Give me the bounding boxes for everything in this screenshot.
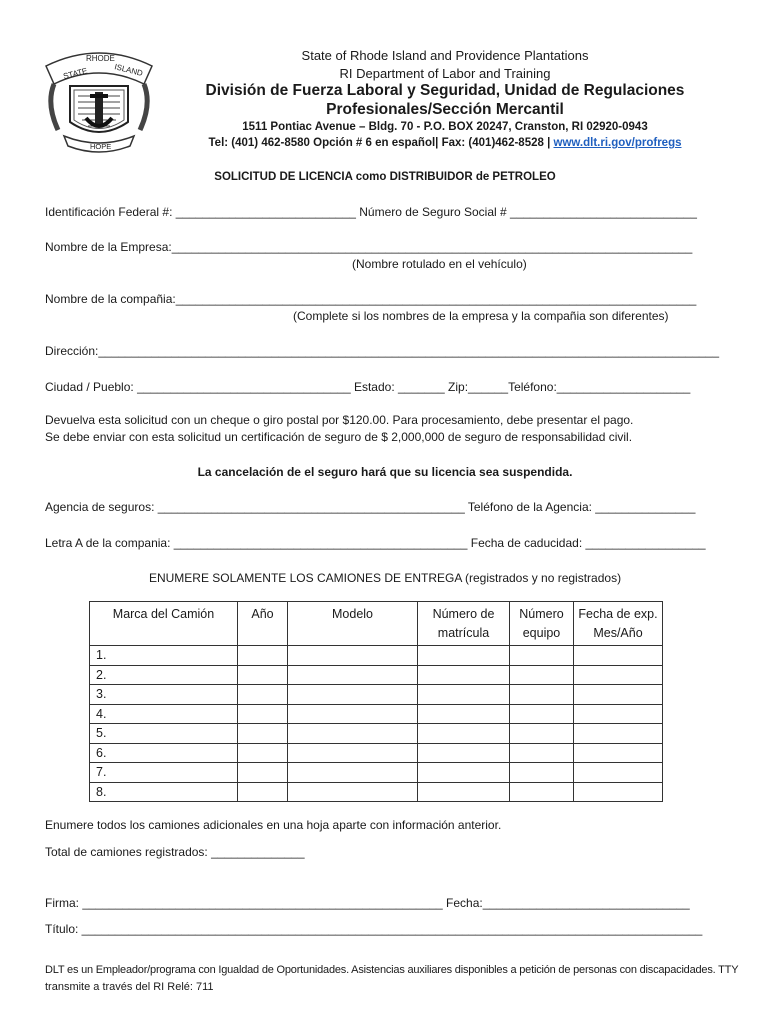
table-row — [90, 665, 663, 685]
city-state-zip-phone-field[interactable]: Ciudad / Pueblo: ________________________________ Estado: _______ Zip:______Teléfono:____________________ — [45, 380, 691, 394]
title-field[interactable]: Título: _____________________________________________________________________________________________ — [45, 922, 703, 936]
table-cell[interactable] — [238, 646, 288, 666]
table-cell[interactable] — [238, 724, 288, 744]
seal-text-island: ISLAND — [113, 62, 144, 78]
col-header-equipment: Número equipo — [510, 602, 574, 646]
table-cell[interactable] — [238, 743, 288, 763]
header-phone-fax: Tel: (401) 462-8580 Opción # 6 en español| Fax: (401)462-8528 | — [208, 137, 554, 149]
table-row — [90, 724, 663, 744]
letter-a-field[interactable]: Letra A de la compania: ____________________________________________ Fecha de caducidad: __________________ — [45, 536, 706, 550]
table-cell[interactable] — [574, 724, 663, 744]
table-cell[interactable] — [574, 704, 663, 724]
table-cell[interactable] — [288, 665, 418, 685]
header-contact — [150, 137, 740, 149]
header-address: 1511 Pontiac Avenue – Bldg. 70 - P.O. BOX 20247, Cranston, RI 02920-0943 — [242, 121, 648, 133]
payment-instructions: Devuelva esta solicitud con un cheque o giro postal por $120.00. Para procesamiento, debe presentar el pago. — [45, 413, 634, 427]
signature-date-field[interactable]: Firma: ______________________________________________________ Fecha:_______________________________ — [45, 896, 690, 910]
seal-text-hope: HOPE — [90, 142, 112, 151]
insurance-agency-field[interactable]: Agencia de seguros: ______________________________________________ Teléfono de la Agencia: _______________ — [45, 500, 696, 514]
table-row — [90, 704, 663, 724]
table-row — [90, 743, 663, 763]
table-cell[interactable] — [288, 646, 418, 666]
table-cell[interactable] — [510, 743, 574, 763]
additional-trucks-note: Enumere todos los camiones adicionales en una hoja aparte con información anterior. — [45, 818, 502, 832]
table-row — [90, 685, 663, 705]
table-cell[interactable] — [288, 782, 418, 802]
row-number: 7. — [90, 763, 238, 783]
row-number: 5. — [90, 724, 238, 744]
col-header-year: Año — [238, 602, 288, 646]
col-header-model: Modelo — [288, 602, 418, 646]
website-link[interactable]: www.dlt.ri.gov/profregs — [553, 137, 682, 149]
table-row — [90, 782, 663, 802]
table-cell[interactable] — [288, 724, 418, 744]
table-cell[interactable] — [574, 782, 663, 802]
company-name-note: (Nombre rotulado en el vehículo) — [352, 257, 527, 271]
col-header-expiration: Fecha de exp. Mes/Año — [574, 602, 663, 646]
table-cell[interactable] — [418, 724, 510, 744]
header-division-line2: Profesionales/Sección Mercantil — [326, 101, 564, 118]
table-cell[interactable] — [510, 685, 574, 705]
footer-notice — [45, 962, 739, 996]
row-number: 4. — [90, 704, 238, 724]
header-division-line1: División de Fuerza Laboral y Seguridad, Unidad de Regulaciones — [205, 82, 685, 99]
table-cell[interactable] — [238, 704, 288, 724]
address-field[interactable]: Dirección:_____________________________________________________________________________________________ — [45, 344, 720, 358]
corp-name-note: (Complete si los nombres de la empresa y la compañia son diferentes) — [293, 309, 669, 323]
table-cell[interactable] — [238, 685, 288, 705]
row-number: 6. — [90, 743, 238, 763]
seal-text-rhode: RHODE — [86, 54, 115, 63]
row-number: 2. — [90, 665, 238, 685]
footer-line-1: DLT es un Empleador/programa con Igualdad de Oportunidades. Asistencias auxiliares disponibles a petición de personas con discapacidades. TTY — [45, 964, 739, 976]
table-cell[interactable] — [418, 743, 510, 763]
table-cell[interactable] — [288, 685, 418, 705]
table-header-row — [90, 602, 663, 646]
truck-table — [89, 601, 663, 802]
table-cell[interactable] — [418, 782, 510, 802]
header-department: RI Department of Labor and Training — [339, 66, 551, 81]
table-cell[interactable] — [418, 646, 510, 666]
form-title: SOLICITUD DE LICENCIA como DISTRIBUIDOR de PETROLEO — [214, 171, 556, 183]
table-cell[interactable] — [510, 724, 574, 744]
row-number: 8. — [90, 782, 238, 802]
truck-list-heading: ENUMERE SOLAMENTE LOS CAMIONES DE ENTREGA (registrados y no registrados) — [148, 571, 622, 585]
table-cell[interactable] — [510, 665, 574, 685]
table-row — [90, 646, 663, 666]
row-number: 1. — [90, 646, 238, 666]
table-cell[interactable] — [288, 763, 418, 783]
footer-line-2: transmite a través del RI Relé: 711 — [45, 981, 214, 993]
table-cell[interactable] — [574, 646, 663, 666]
table-cell[interactable] — [238, 665, 288, 685]
federal-id-field[interactable]: Identificación Federal #: ___________________________ Número de Seguro Social # ____________________________ — [45, 205, 697, 219]
row-number: 3. — [90, 685, 238, 705]
cancellation-warning: La cancelación de el seguro hará que su licencia sea suspendida. — [197, 465, 573, 479]
seal-text-state: STATE — [62, 66, 89, 81]
table-cell[interactable] — [238, 763, 288, 783]
company-name-field[interactable]: Nombre de la Empresa:______________________________________________________________________________ — [45, 240, 693, 254]
table-cell[interactable] — [288, 704, 418, 724]
table-cell[interactable] — [574, 743, 663, 763]
table-cell[interactable] — [418, 704, 510, 724]
table-cell[interactable] — [510, 782, 574, 802]
table-cell[interactable] — [418, 685, 510, 705]
table-cell[interactable] — [574, 763, 663, 783]
table-cell[interactable] — [510, 704, 574, 724]
table-cell[interactable] — [510, 646, 574, 666]
table-cell[interactable] — [510, 763, 574, 783]
col-header-brand: Marca del Camión — [90, 602, 238, 646]
table-cell[interactable] — [418, 665, 510, 685]
state-seal-icon — [40, 44, 158, 156]
table-cell[interactable] — [574, 665, 663, 685]
col-header-plate: Número de matrícula — [418, 602, 510, 646]
table-cell[interactable] — [238, 782, 288, 802]
insurance-instructions: Se debe enviar con esta solicitud un certificación de seguro de $ 2,000,000 de seguro de responsabilidad civil. — [45, 430, 633, 444]
table-cell[interactable] — [418, 763, 510, 783]
total-trucks-field[interactable]: Total de camiones registrados: ______________ — [45, 845, 305, 859]
table-cell[interactable] — [574, 685, 663, 705]
table-row — [90, 763, 663, 783]
table-cell[interactable] — [288, 743, 418, 763]
header-state-name: State of Rhode Island and Providence Plantations — [301, 48, 589, 63]
corp-name-field[interactable]: Nombre de la compañia:______________________________________________________________________________ — [45, 292, 697, 306]
